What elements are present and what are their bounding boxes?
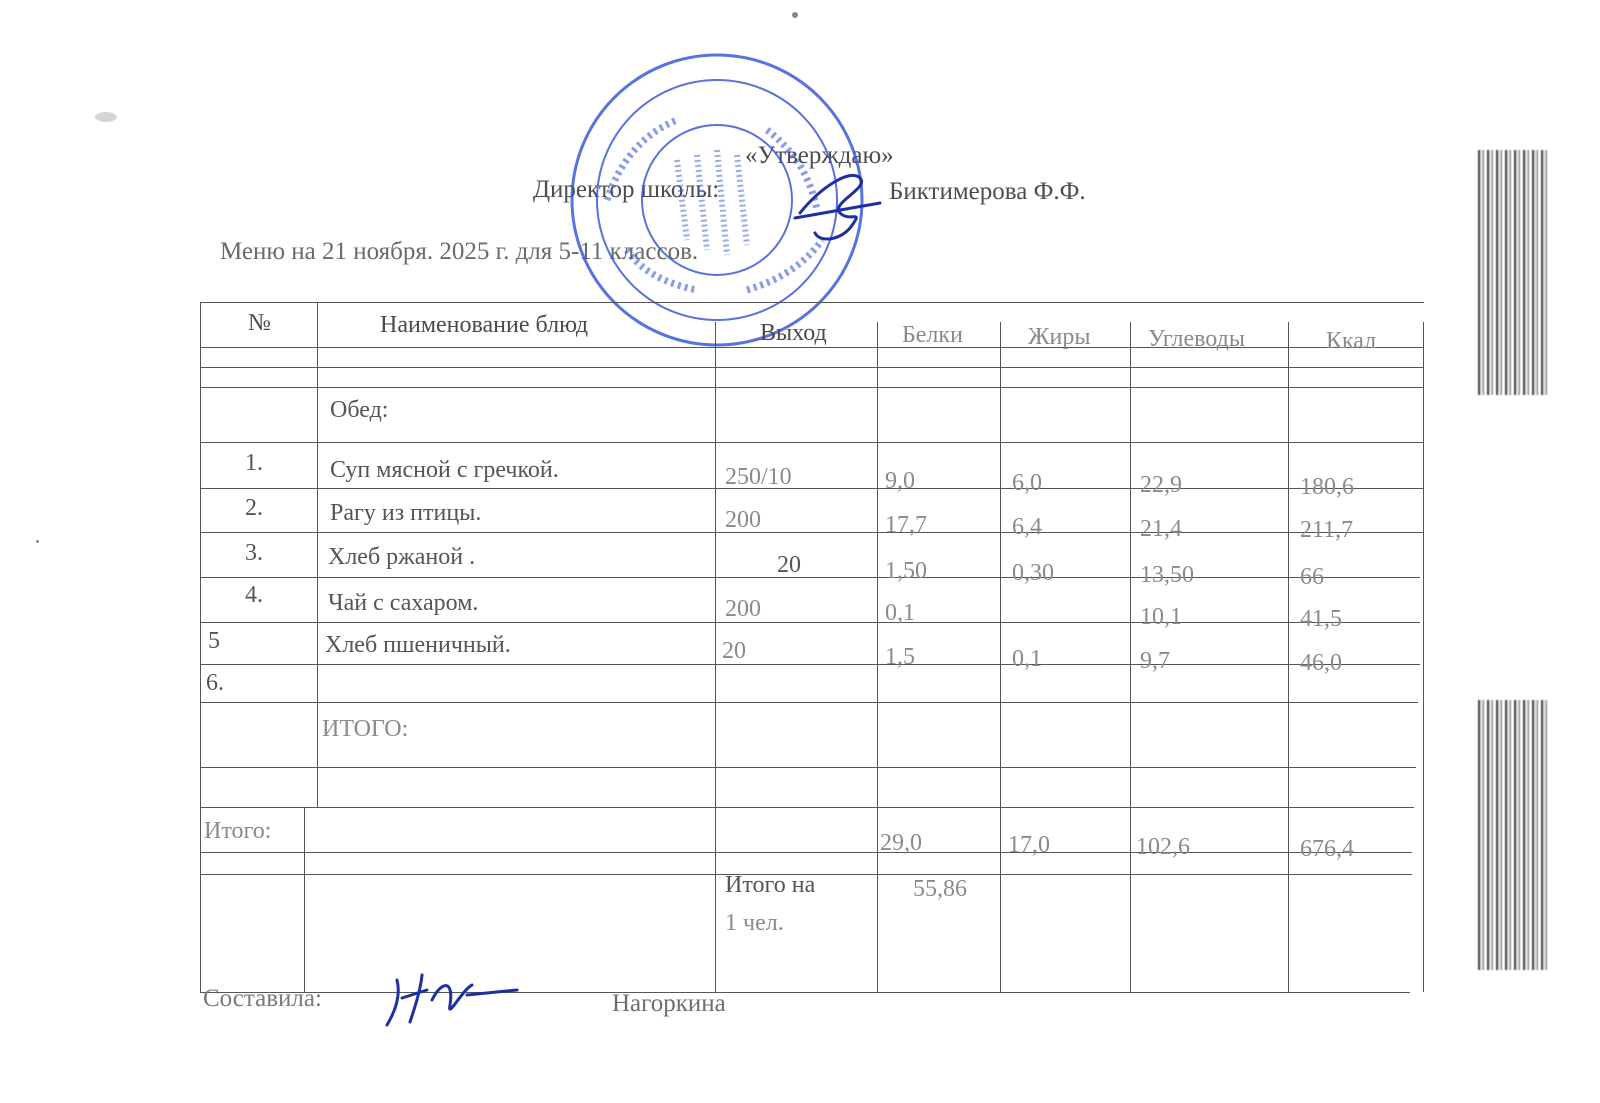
itogo-caps-label: ИТОГО: — [322, 716, 409, 742]
row-number: 6. — [206, 670, 224, 696]
table-rule — [200, 852, 1412, 853]
dish-protein: 1,5 — [885, 644, 915, 670]
table-rule — [200, 664, 1420, 665]
dish-output: 200 — [725, 507, 761, 533]
dish-carbs: 13,50 — [1140, 562, 1194, 588]
table-rule — [200, 702, 1418, 703]
dish-carbs: 21,4 — [1140, 516, 1182, 542]
row-number: 1. — [245, 450, 263, 476]
dish-output: 20 — [777, 552, 801, 578]
dish-output: 250/10 — [725, 464, 792, 490]
table-rule — [200, 622, 1420, 623]
per-person-label-line2: 1 чел. — [725, 910, 784, 936]
table-rule — [200, 302, 1424, 303]
dish-carbs: 10,1 — [1140, 604, 1182, 630]
dish-carbs: 9,7 — [1140, 648, 1170, 674]
col-header-protein: Белки — [902, 322, 963, 348]
total-label: Итого: — [204, 818, 272, 844]
row-number: 3. — [245, 540, 263, 566]
col-header-output: Выход — [760, 320, 827, 346]
col-header-dish: Наименование блюд — [380, 312, 589, 338]
dish-kcal: 66 — [1300, 564, 1324, 590]
menu-title: Меню на 21 ноября. 2025 г. для 5-11 классов. — [220, 238, 699, 265]
table-rule — [1130, 322, 1131, 992]
dish-output: 200 — [725, 596, 761, 622]
table-rule — [715, 322, 716, 992]
table-rule — [200, 767, 1416, 768]
total-protein: 29,0 — [880, 830, 922, 856]
row-number: 5 — [208, 628, 220, 654]
dish-name: Хлеб пшеничный. — [325, 632, 511, 658]
dish-kcal: 180,6 — [1300, 474, 1354, 500]
table-rule — [304, 807, 305, 992]
col-header-fat: Жиры — [1028, 324, 1091, 350]
table-rule — [200, 387, 1424, 388]
table-rule — [1288, 322, 1289, 992]
table-rule — [200, 442, 1424, 443]
dish-output: 20 — [722, 638, 746, 664]
table-rule — [1000, 322, 1001, 992]
director-name: Биктимерова Ф.Ф. — [889, 178, 1086, 205]
section-lunch: Обед: — [330, 397, 389, 423]
dish-name: Суп мясной с гречкой. — [330, 457, 559, 483]
scan-artifact-bottom — [1478, 700, 1548, 970]
table-rule — [200, 302, 201, 992]
dish-protein: 9,0 — [885, 468, 915, 494]
dish-name: Рагу из птицы. — [330, 500, 482, 526]
dish-protein: 1,50 — [885, 558, 927, 584]
dish-kcal: 41,5 — [1300, 606, 1342, 632]
table-rule — [877, 322, 878, 992]
table-rule — [317, 302, 318, 807]
approve-heading: «Утверждаю» — [745, 142, 894, 169]
col-header-number: № — [248, 310, 271, 336]
scan-speck — [792, 12, 798, 18]
row-number: 4. — [245, 582, 263, 608]
per-person-label: Итого на — [725, 872, 816, 898]
dish-kcal: 211,7 — [1300, 517, 1354, 543]
table-rule — [200, 367, 1424, 368]
table-rule — [200, 577, 1420, 578]
scan-artifact-top — [1478, 150, 1548, 395]
director-signature — [790, 158, 885, 248]
dish-fat: 0,1 — [1012, 646, 1042, 672]
total-carbs: 102,6 — [1136, 834, 1190, 860]
col-header-carbs: Углеводы — [1148, 326, 1245, 352]
row-number: 2. — [245, 495, 263, 521]
table-rule — [200, 807, 1414, 808]
table-rule — [200, 532, 1424, 533]
compiler-signature — [382, 960, 522, 1030]
dish-protein: 0,1 — [885, 600, 915, 626]
total-fat: 17,0 — [1008, 832, 1050, 858]
scan-speck — [36, 540, 39, 543]
dish-carbs: 22,9 — [1140, 472, 1182, 498]
dish-fat: 0,30 — [1012, 560, 1054, 586]
compiled-by-label: Составила: — [203, 985, 322, 1012]
table-rule — [1423, 322, 1424, 992]
menu-table — [200, 302, 1450, 997]
dish-fat: 6,4 — [1012, 514, 1042, 540]
scan-speck — [95, 112, 117, 122]
dish-name: Хлеб ржаной . — [328, 544, 476, 570]
dish-protein: 17,7 — [885, 512, 927, 538]
dish-fat: 6,0 — [1012, 470, 1042, 496]
compiler-name: Нагоркина — [612, 990, 726, 1017]
dish-name: Чай с сахаром. — [328, 590, 479, 616]
director-role: Директор школы: — [533, 176, 720, 203]
col-header-kcal: Ккал — [1326, 328, 1377, 354]
per-person-cost: 55,86 — [913, 876, 967, 902]
table-rule — [200, 488, 1424, 489]
total-kcal: 676,4 — [1300, 836, 1354, 862]
dish-kcal: 46,0 — [1300, 650, 1342, 676]
